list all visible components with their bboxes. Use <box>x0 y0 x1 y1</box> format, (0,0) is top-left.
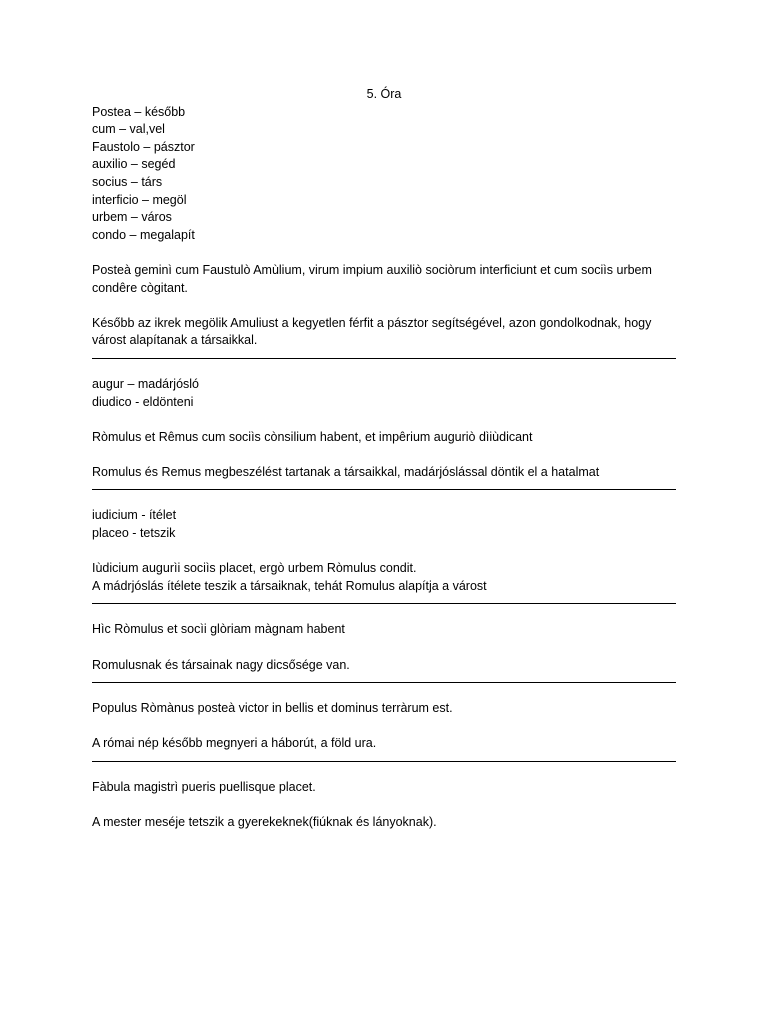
latin-sentence: Populus Ròmànus posteà victor in bellis et dominus terràrum est. <box>92 701 453 716</box>
hungarian-translation: Romulus és Remus megbeszélést tartanak a társaikkal, madárjóslással döntik el a hatalmat <box>92 464 600 479</box>
vocab-list <box>92 376 676 411</box>
vocab-item: diudico - eldönteni <box>92 394 194 409</box>
latin-sentence: Ròmulus et Rêmus cum sociìs cònsilium habent, et impêrium auguriò dìiùdicant <box>92 429 533 444</box>
vocab-item: condo – megalapít <box>92 227 195 242</box>
spacer <box>92 797 676 815</box>
spacer <box>92 297 676 315</box>
spacer <box>92 244 676 262</box>
section-3 <box>92 507 676 595</box>
vocab-list <box>92 104 676 245</box>
section-2 <box>92 376 676 482</box>
section-1 <box>92 104 676 350</box>
vocab-list <box>92 507 676 542</box>
section-5 <box>92 700 676 753</box>
spacer <box>92 411 676 429</box>
latin-sentence: Iùdicium augurìi sociìs placet, ergò urbem Ròmulus condit. <box>92 561 417 576</box>
vocab-item: Faustolo – pásztor <box>92 139 195 154</box>
spacer <box>92 543 676 561</box>
vocab-item: Postea – később <box>92 104 186 119</box>
latin-sentence: Fàbula magistrì pueris puellisque placet. <box>92 780 316 794</box>
spacer <box>92 639 676 657</box>
document-page <box>92 86 676 832</box>
section-divider <box>92 603 676 604</box>
spacer <box>92 446 676 464</box>
section-divider <box>92 682 676 683</box>
vocab-item: auxilio – segéd <box>92 157 176 172</box>
hungarian-translation: A mádrjóslás ítélete teszik a társaiknak, tehát Romulus alapítja a várost <box>92 578 487 593</box>
latin-sentence: Posteà geminì cum Faustulò Amùlium, virum impium auxiliò sociòrum interficiunt et cum sociìs urbem condêre cògitant. <box>92 262 656 295</box>
section-divider <box>92 358 676 359</box>
hungarian-translation: A mester meséje tetszik a gyerekeknek(fiúknak és lányoknak). <box>92 815 437 830</box>
spacer <box>92 718 676 736</box>
hungarian-translation: Romulusnak és társainak nagy dicsősége van. <box>92 657 350 672</box>
vocab-item: urbem – város <box>92 210 172 225</box>
page-title: 5. Óra <box>366 87 402 101</box>
hungarian-translation: Később az ikrek megölik Amuliust a kegyetlen férfit a pásztor segítségével, azon gondolkodnak, hogy várost alapítanak a társaikkal. <box>92 315 655 348</box>
hungarian-translation: A római nép később megnyeri a háborút, a föld ura. <box>92 736 377 751</box>
section-divider <box>92 761 676 762</box>
vocab-item: augur – madárjósló <box>92 376 200 391</box>
vocab-item: socius – társ <box>92 174 163 189</box>
section-6 <box>92 779 676 832</box>
vocab-item: placeo - tetszik <box>92 526 176 541</box>
section-divider <box>92 489 676 490</box>
vocab-item: interficio – megöl <box>92 192 187 207</box>
section-4 <box>92 621 676 674</box>
vocab-item: iudicium - ítélet <box>92 508 177 523</box>
latin-sentence: Hìc Ròmulus et socìi glòriam màgnam habent <box>92 622 345 637</box>
vocab-item: cum – val,vel <box>92 122 165 137</box>
